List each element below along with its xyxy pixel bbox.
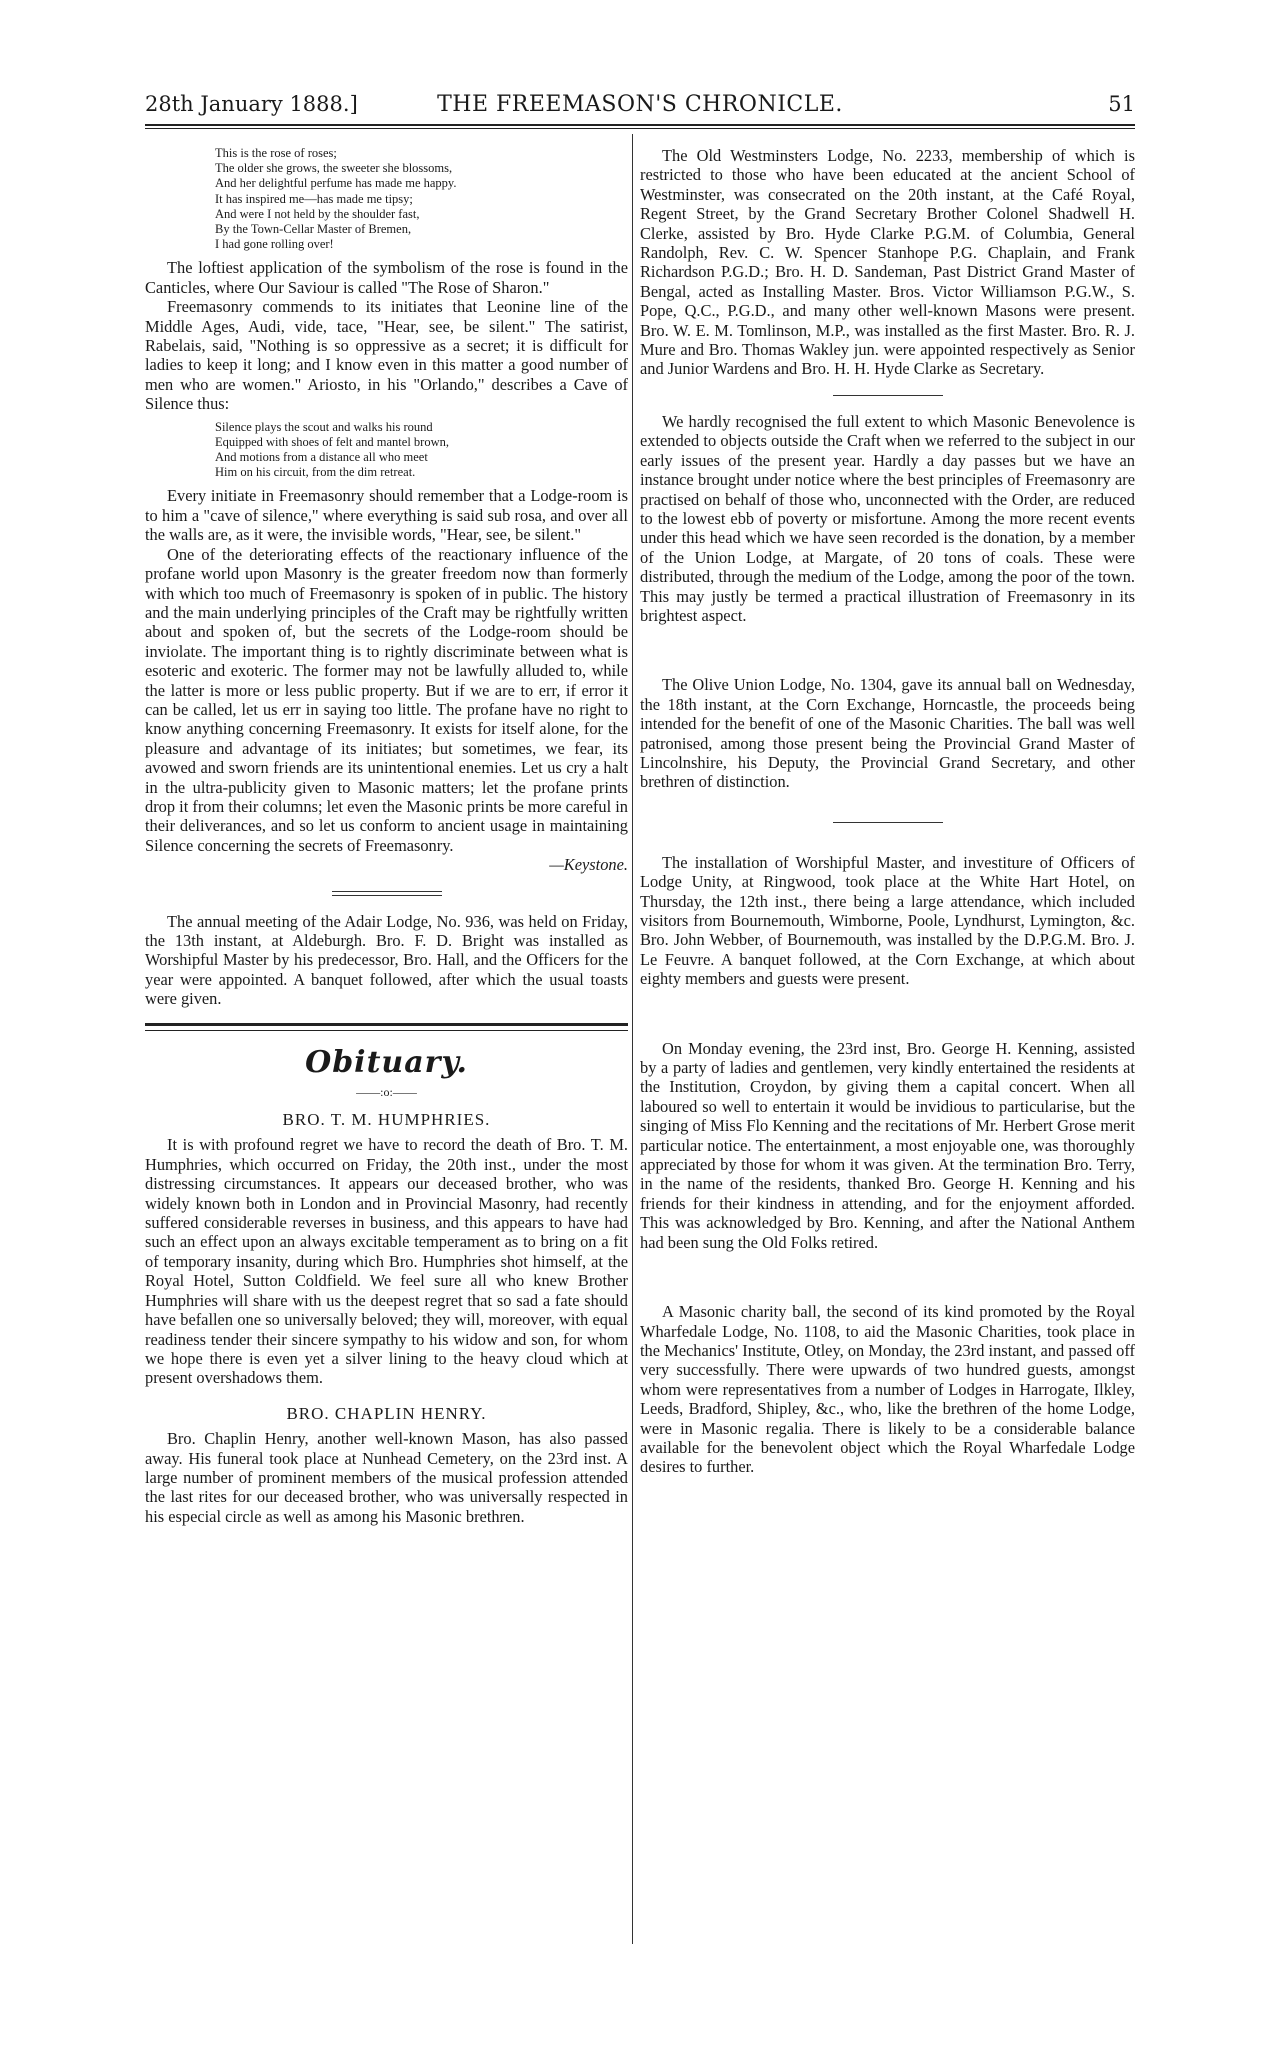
article-paragraph: Every initiate in Freemasonry should remember that a Lodge-room is to him a "cave of silence," where everything is said sub rosa, and over all the walls are, as it were, the invisible words, "Hear, see, be silent."	[145, 486, 628, 545]
verse-line: It has inspired me—has made me tipsy;	[215, 191, 413, 206]
article-paragraph: We hardly recognised the full extent to which Masonic Benevolence is extended to objects outside the Craft when we referred to the subject in our early issues of the present year. Hardly a day passes but we have an instance brought under notice where the best principles of Freemasonry are practised on behalf of those who, unconnected with the Order, are reduced to the lowest ebb of poverty or misfortune. Among the more recent events under this head which we have seen recorded is the donation, by a member of the Union Lodge, at Margate, of 20 tons of coals. These were distributed, through the medium of the Lodge, among the poor of the town. This may justly be termed a practical illustration of Freemasonry in its brightest aspect.	[640, 411, 1135, 625]
obituary-subheading: BRO. CHAPLIN HENRY.	[286, 1403, 487, 1423]
article-paragraph: One of the deteriorating effects of the reactionary influence of the profane world upon Masonry is the greater freedom now than formerly with which too much of Freemasonry is spoken of in public. The history and the main underlying principles of the Craft may be rightfully written about and spoken of, but the secrets of the Lodge-room should be inviolate. The important thing is to rightly discriminate between what is esoteric and exoteric. The former may not be lawfully alluded to, while the latter is more or less public property. But if we are to err, if error it can be called, let us err in saying too little. The profane have no right to know anything concerning Freemasonry. It exists for itself alone, for the pleasure and advantage of its initiates; but sometimes, we fear, its avowed and sworn friends are its unintentional enemies. Let us cry a halt in the ultra-publicity given to Masonic matters; let the profane prints drop it from their columns; let even the Masonic prints be more careful in their deliverances, and so let us conform to ancient usage in maintaining Silence concerning the secrets of Freemasonry.	[145, 544, 628, 855]
verse-line: Silence plays the scout and walks his round	[215, 419, 433, 434]
article-paragraph: The installation of Worshipful Master, and investiture of Officers of Lodge Unity, at Ringwood, took place at the White Hart Hotel, on Thursday, the 12th inst., there being a large attendance, which included visitors from Bournemouth, Wimborne, Poole, Lyndhurst, Lymington, &c. Bro. John Webber, of Bournemouth, was installed by the D.P.G.M. Bro. J. Le Feuvre. A banquet followed, at the Corn Exchange, at which about eighty members and guests were present.	[640, 852, 1135, 989]
header-date: 28th January 1888.]	[145, 92, 358, 116]
section-rule-thin	[145, 1030, 628, 1031]
header-page-number: 51	[1108, 92, 1135, 116]
verse-line: And were I not held by the shoulder fast,	[215, 206, 420, 221]
article-paragraph: It is with profound regret we have to record the death of Bro. T. M. Humphries, which occurred on Friday, the 20th inst., under the most distressing circumstances. It appears our deceased brother, who was widely known both in London and in Provincial Masonry, had recently suffered considerable reverses in business, and this appears to have had such an effect upon an always excitable temperament as to bring on a fit of temporary insanity, during which Bro. Humphries shot himself, at the Royal Hotel, Sutton Coldfield. We feel sure all who knew Brother Humphries will share with us the deepest regret that so sad a fate should have befallen one so universally beloved; they will, moreover, with equal readiness tender their sincere sympathy to his widow and son, for whom we hope there is even yet a silver lining to the heavy cloud which at present overshadows them.	[145, 1135, 628, 1388]
verse-line: And motions from a distance all who meet	[215, 450, 428, 465]
article-paragraph: The Old Westminsters Lodge, No. 2233, membership of which is restricted to those who have been educated at the ancient School of Westminster, was consecrated on the 20th instant, at the Café Royal, Regent Street, by the Grand Secretary Brother Colonel Shadwell H. Clerke, assisted by Bro. Hyde Clarke P.G.M. of Columbia, General Randolph, Rev. C. W. Spencer Stanhope P.G. Chaplain, and Frank Richardson P.G.D.; Bro. H. D. Sandeman, Past District Grand Master of Bengal, acted as Installing Master. Bros. Victor Williamson P.G.W., S. Pope, Q.C., P.G.D., and many other well-known Masons were present. Bro. W. E. M. Tomlinson, M.P., was installed as the first Master. Bro. R. J. Mure and Bro. Thomas Wakley jun. were appointed respectively as Senior and Junior Wardens and Bro. H. H. Hyde Clarke as Secretary.	[640, 146, 1135, 379]
obituary-ornament: ——:o:——	[356, 1084, 417, 1099]
verse-line: I had gone rolling over!	[215, 237, 334, 252]
article-signature: —Keystone.	[549, 855, 628, 875]
left-column	[145, 146, 628, 1526]
section-rule	[833, 395, 943, 396]
obituary-heading: Obituary.	[305, 1044, 468, 1080]
section-rule	[833, 822, 943, 823]
page-header	[145, 92, 1135, 126]
column-divider	[632, 134, 633, 1944]
article-paragraph: The loftiest application of the symbolism of the rose is found in the Canticles, where Our Saviour is called "The Rose of Sharon."	[145, 258, 628, 297]
verse-line: Equipped with shoes of felt and mantel brown,	[215, 434, 449, 449]
verse-line: By the Town-Cellar Master of Bremen,	[215, 222, 412, 237]
header-title: THE FREEMASON'S CHRONICLE.	[437, 92, 843, 117]
section-rule	[332, 891, 442, 896]
verse-line: Him on his circuit, from the dim retreat.	[215, 465, 416, 480]
verse-line: This is the rose of roses;	[215, 146, 337, 160]
obituary-subheading: BRO. T. M. HUMPHRIES.	[282, 1110, 491, 1130]
article-paragraph: A Masonic charity ball, the second of its kind promoted by the Royal Wharfedale Lodge, No. 1108, to aid the Masonic Charities, took place in the Mechanics' Institute, Otley, on Monday, the 23rd instant, and passed off very successfully. There were upwards of two hundred guests, amongst whom were representatives from a number of Lodges in Harrogate, Ilkley, Leeds, Bradford, Shipley, &c., who, like the brethren of the home Lodge, were in Masonic regalia. There is likely to be a considerable balance available for the benevolent object which the Royal Wharfedale Lodge desires to further.	[640, 1302, 1135, 1477]
article-paragraph: The Olive Union Lodge, No. 1304, gave its annual ball on Wednesday, the 18th instant, at the Corn Exchange, Horncastle, the proceeds being intended for the benefit of one of the Masonic Charities. The ball was well patronised, among those present being the Provincial Grand Master of Lincolnshire, his Deputy, the Provincial Grand Secretary, and other brethren of distinction.	[640, 675, 1135, 792]
verse-line: The older she grows, the sweeter she blossoms,	[215, 161, 453, 176]
rose-verse	[215, 146, 628, 252]
section-rule-heavy	[145, 1023, 628, 1026]
right-column	[640, 146, 1135, 1477]
article-paragraph: Bro. Chaplin Henry, another well-known Mason, has also passed away. His funeral took place at Nunhead Cemetery, on the 23rd inst. A large number of prominent members of the musical profession attended the last rites for our deceased brother, who was universally respected in his especial circle as well as among his Masonic brethren.	[145, 1429, 628, 1526]
article-paragraph: The annual meeting of the Adair Lodge, No. 936, was held on Friday, the 13th instant, at Aldeburgh. Bro. F. D. Bright was installed as Worshipful Master by his predecessor, Bro. Hall, and the Officers for the year were appointed. A banquet followed, after which the usual toasts were given.	[145, 911, 628, 1009]
header-rule	[145, 124, 1135, 126]
article-paragraph: On Monday evening, the 23rd inst, Bro. George H. Kenning, assisted by a party of ladies and gentlemen, very kindly entertained the residents at the Institution, Croydon, by giving them a capital concert. When all laboured so well to entertain it would be invidious to particularise, but the singing of Miss Flo Kenning and the recitations of Mr. Herbert Grose merit particular notice. The entertainment, a most enjoyable one, was thoroughly appreciated by those for whom it was given. At the termination Bro. Terry, in the name of the residents, thanked Bro. George H. Kenning and his friends for their kindness in attending, and for the enjoyment afforded. This was acknowledged by Bro. Kenning, and after the National Anthem had been sung the Old Folks retired.	[640, 1038, 1135, 1252]
verse-line: And her delightful perfume has made me happy.	[215, 176, 457, 191]
article-paragraph: Freemasonry commends to its initiates that Leonine line of the Middle Ages, Audi, vide, tace, "Hear, see, be silent." The satirist, Rabelais, said, "Nothing is so oppressive as a secret; it is difficult for ladies to keep it long; and I know even in this matter a good number of men who are women." Ariosto, in his "Orlando," describes a Cave of Silence thus:	[145, 297, 628, 414]
header-rule-thin	[145, 128, 1135, 129]
silence-verse	[215, 420, 628, 481]
